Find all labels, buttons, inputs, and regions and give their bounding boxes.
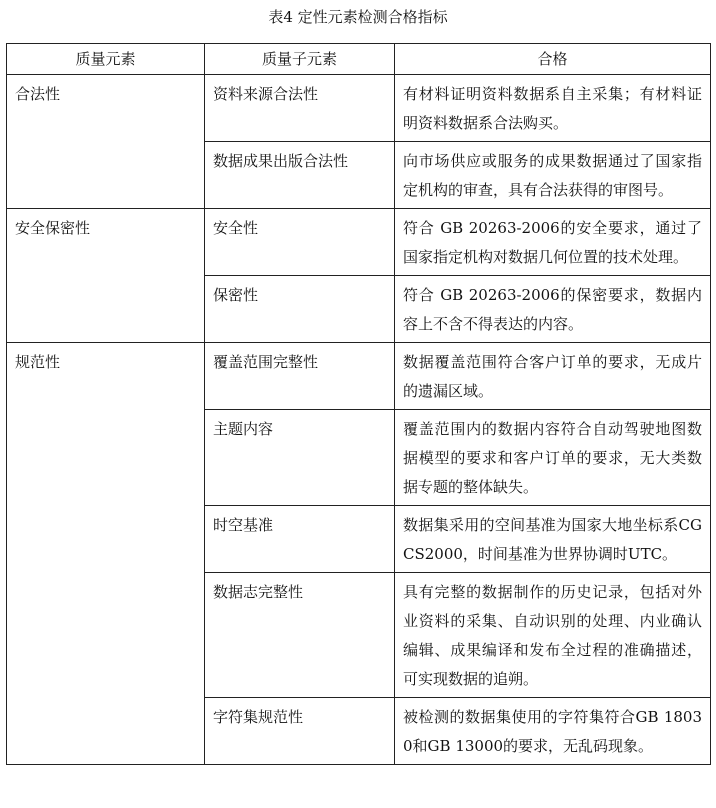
sub-element-cell: 覆盖范围完整性: [205, 343, 395, 410]
criteria-cell: 数据覆盖范围符合客户订单的要求，无成片的遗漏区域。: [395, 343, 711, 410]
sub-element-cell: 数据志完整性: [205, 573, 395, 698]
table-row: [7, 209, 711, 276]
quality-element-cell: 安全保密性: [7, 209, 205, 343]
sub-element-cell: 数据成果出版合法性: [205, 142, 395, 209]
header-quality-sub-element: 质量子元素: [205, 44, 395, 75]
criteria-cell: 符合 GB 20263-2006的保密要求，数据内容上不含不得表达的内容。: [395, 276, 711, 343]
table-row: [7, 75, 711, 142]
sub-element-cell: 保密性: [205, 276, 395, 343]
sub-element-cell: 主题内容: [205, 410, 395, 506]
header-qualified: 合格: [395, 44, 711, 75]
table-header-row: [7, 44, 711, 75]
quality-element-cell: 合法性: [7, 75, 205, 209]
criteria-cell: 被检测的数据集使用的字符集符合GB 18030和GB 13000的要求，无乱码现象。: [395, 698, 711, 765]
table-caption: 表4 定性元素检测合格指标: [268, 8, 448, 26]
criteria-cell: 符合 GB 20263-2006的安全要求，通过了国家指定机构对数据几何位置的技术处理。: [395, 209, 711, 276]
sub-element-cell: 资料来源合法性: [205, 75, 395, 142]
sub-element-cell: 时空基准: [205, 506, 395, 573]
criteria-cell: 覆盖范围内的数据内容符合自动驾驶地图数据模型的要求和客户订单的要求，无大类数据专题的整体缺失。: [395, 410, 711, 506]
header-quality-element: 质量元素: [7, 44, 205, 75]
criteria-cell: 具有完整的数据制作的历史记录，包括对外业资料的采集、自动识别的处理、内业确认编辑、成果编译和发布全过程的准确描述，可实现数据的追朔。: [395, 573, 711, 698]
quality-element-cell: 规范性: [7, 343, 205, 765]
criteria-cell: 向市场供应或服务的成果数据通过了国家指定机构的审查，具有合法获得的审图号。: [395, 142, 711, 209]
table-row: [7, 343, 711, 410]
criteria-cell: 数据集采用的空间基准为国家大地坐标系CGCS2000，时间基准为世界协调时UTC。: [395, 506, 711, 573]
sub-element-cell: 字符集规范性: [205, 698, 395, 765]
quality-criteria-table: [6, 43, 711, 765]
criteria-cell: 有材料证明资料数据系自主采集；有材料证明资料数据系合法购买。: [395, 75, 711, 142]
sub-element-cell: 安全性: [205, 209, 395, 276]
